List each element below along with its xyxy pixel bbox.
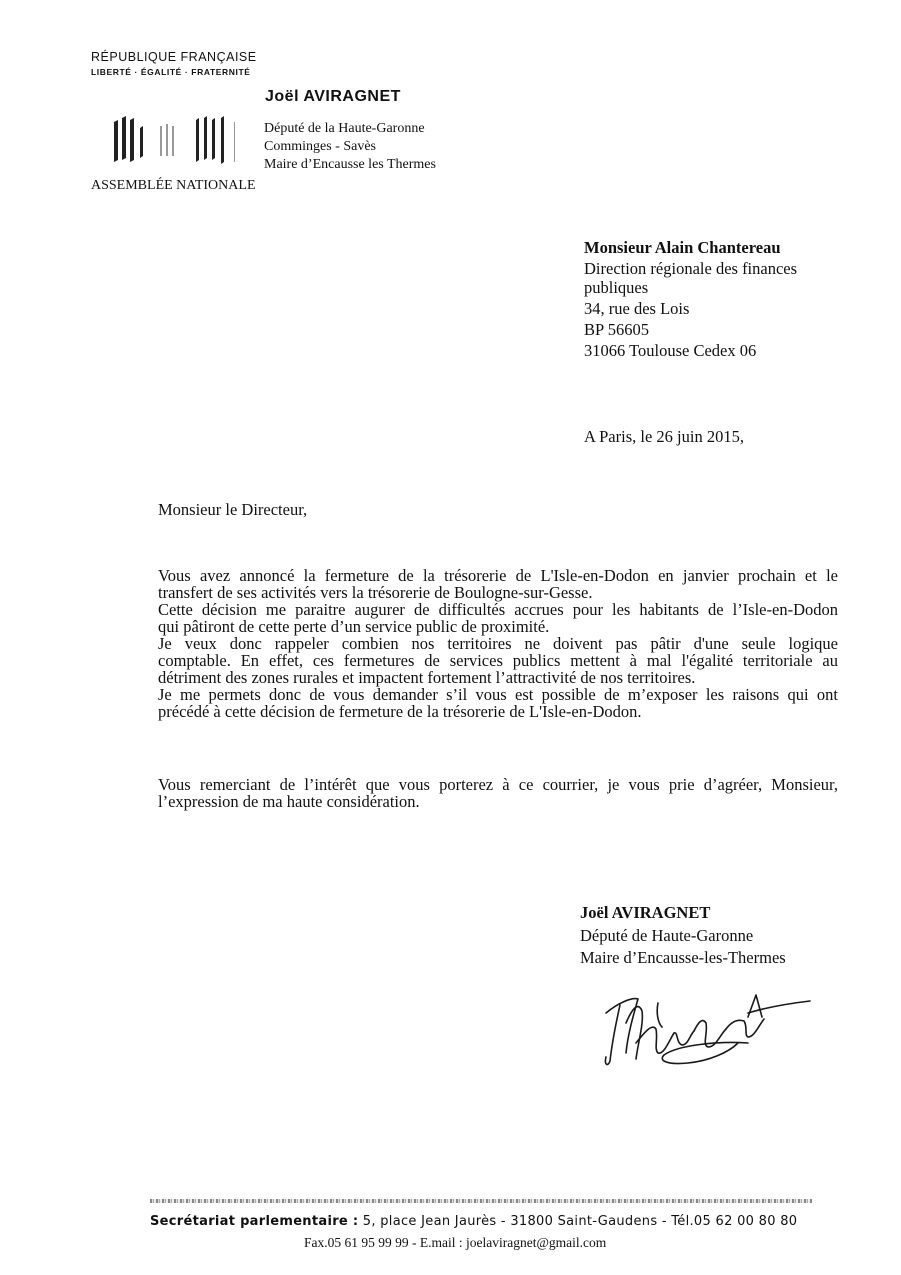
- footer-label: Secrétariat parlementaire :: [150, 1214, 359, 1229]
- body-line: comptable. En effet, ces fermetures de services publics mettent à mal l'égalité territoriale au: [158, 651, 838, 670]
- salutation: Monsieur le Directeur,: [158, 500, 308, 519]
- footer-contact: Fax.05 61 95 99 99 - E.mail : joelaviragnet@gmail.com: [304, 1235, 607, 1250]
- body-paragraph-2: [158, 776, 838, 810]
- recipient-line: 34, rue des Lois: [584, 299, 690, 318]
- recipient-line: Direction régionale des finances: [584, 259, 798, 278]
- signatory-title: Député de Haute-Garonne: [580, 926, 754, 945]
- body-paragraph-1: [158, 567, 838, 720]
- body-line: qui pâtiront de cette perte d’un service public de proximité.: [158, 617, 550, 636]
- assemblee-nationale-logo: [100, 108, 250, 168]
- deputy-title-line: Député de la Haute-Garonne: [264, 121, 425, 136]
- body-line: Vous remerciant de l’intérêt que vous porterez à ce courrier, je vous prie d’agréer, Monsieur,: [158, 775, 838, 794]
- footer-address: [150, 1214, 797, 1229]
- recipient-name: Monsieur Alain Chantereau: [584, 238, 781, 257]
- letter-date: A Paris, le 26 juin 2015,: [584, 427, 744, 446]
- body-line: détriment des zones rurales et impactent fortement l’attractivité de nos territoires.: [158, 668, 696, 687]
- deputy-name: Joël AVIRAGNET: [265, 88, 401, 105]
- deputy-title-line: Comminges - Savès: [264, 139, 376, 154]
- body-line: Je veux donc rappeler combien nos territoires ne doivent pas pâtir d'une seule logique: [158, 634, 838, 653]
- institution-name: ASSEMBLÉE NATIONALE: [91, 178, 256, 193]
- body-line: transfert de ses activités vers la trésorerie de Boulogne-sur-Gesse.: [158, 583, 593, 602]
- republic-motto: LIBERTÉ · ÉGALITÉ · FRATERNITÉ: [91, 67, 251, 77]
- republic-title: RÉPUBLIQUE FRANÇAISE: [91, 50, 257, 64]
- signatory-title: Maire d’Encausse-les-Thermes: [580, 948, 786, 967]
- footer-address-text: 5, place Jean Jaurès - 31800 Saint-Gaudens - Tél.05 62 00 80 80: [358, 1214, 798, 1229]
- body-line: Cette décision me paraitre augurer de difficultés accrues pour les habitants de l’Isle-en-Dodon: [158, 600, 838, 619]
- footer-divider: [150, 1199, 812, 1203]
- signatory-name: Joël AVIRAGNET: [580, 903, 711, 922]
- recipient-line: BP 56605: [584, 320, 649, 339]
- body-line: Vous avez annoncé la fermeture de la trésorerie de L'Isle-en-Dodon en janvier prochain et le: [158, 566, 838, 585]
- recipient-line: publiques: [584, 278, 649, 297]
- handwritten-signature: [598, 983, 813, 1073]
- body-line: précédé à cette décision de fermeture de la trésorerie de L'Isle-en-Dodon.: [158, 702, 642, 721]
- body-line: l’expression de ma haute considération.: [158, 792, 420, 811]
- body-line: Je me permets donc de vous demander s’il vous est possible de m’exposer les raisons qui ont: [158, 685, 838, 704]
- recipient-line: 31066 Toulouse Cedex 06: [584, 341, 757, 360]
- deputy-title-line: Maire d’Encausse les Thermes: [264, 157, 436, 172]
